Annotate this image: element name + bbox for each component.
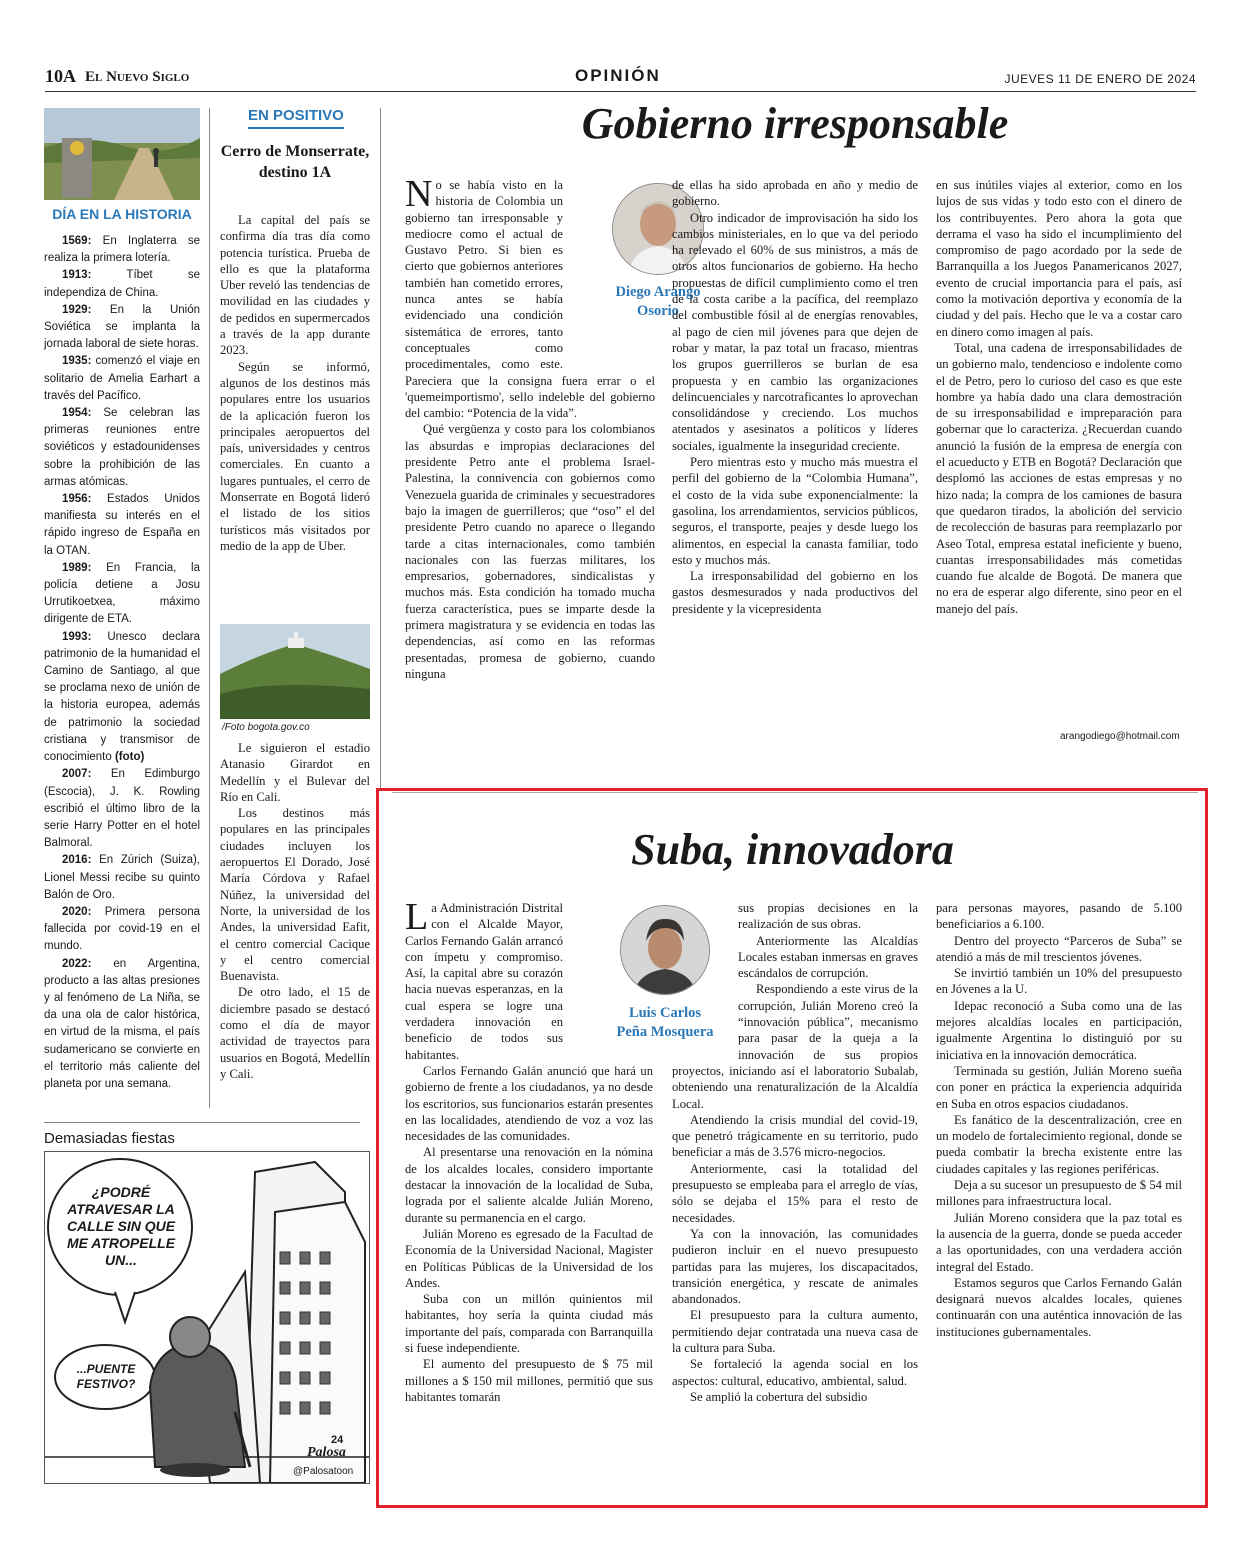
history-year: 1954: [62,407,92,420]
article2-column-3 [936,900,1182,1340]
cartoon-title: Demasiadas fiestas [44,1130,175,1147]
history-year: 1993: [62,630,92,643]
paragraph: Se amplió la cobertura del subsidio [690,1389,868,1404]
paragraph: Atendiendo la crisis mundial del covid-19, que penetró trágicamente en su territorio, pudo beneficiar a más de 3.576 micro-negocios. [672,1112,918,1160]
paragraph: La irresponsabilidad del gobierno en los gastos desmesurados y nada productivos del presidente y la vicepresidenta [672,569,918,616]
history-text: Unesco declara patrimonio de la humanidad el Camino de Santiago, al que se proclama nexo de unión de la historia europea, además de patrimonio la sociedad cristiana y transmisor de conocimiento [44,630,200,764]
history-photo-ref: (foto) [114,751,145,764]
positive-text-bottom [220,740,370,1082]
article-headline: Gobierno irresponsable [581,99,1009,148]
author-name: Diego Arango Osorio [615,284,701,319]
history-year: 2020: [62,905,92,918]
paragraph: Total, una cadena de irresponsabilidades de un gobierno malo, tendencioso e indolente como el de Petro, pero lo curioso del caso es que este hombre ya había dado una clara demostración de su irresponsabilidad e impreparación para gobernar que lo caracteriza. ¿Recuerdan cuando anunció la fusión de la empresa de energía con el acueducto y ETB en Bogotá? Declaración que desplomó las acciones de estas empresas y no hizo nada; la compra de los camiones de basura que quedaron tirados, la abolición del servicio de recolección de basuras para reemplazarlo por Aseo Total, empresa estatal ineficiente y bueno, cuantas irresponsabilidades más cometidas cuando fue alcalde de Bogotá. De manera que no era de esperar algo diferente, sino peor en el manejo del país. [936,340,1182,616]
paragraph: o se había visto en la historia de Colombia un gobierno tan irresponsable y mediocre como el actual de Gustavo Petro. Si bien es cierto que gobiernos anteriores también han cometido errores, nunca antes se había evidenciado una condición sistemática de errores, tanto conceptuales como procedimentales, como este. Pareciera que la consigna fuera errar o el 'quemeimportismo', sello indeleble del gobierno del cambio: “Potencia de la vida”. [405,178,655,421]
paragraph: Julián Moreno considera que la paz total es la ausencia de la guerra, donde se pueda acceder a las oportunidades, con una verdadera acción integral del Estado. [936,1210,1182,1274]
paragraph: Respondiendo a este virus de la corrupción, Julián Moreno creó la “innovación pública”, mecanismo para pasar de la queja a la innovación de sus propios proyectos, iniciando así el laboratorio Subalab, obteniendo una renaturalización de la Alcaldía Local. [672,982,918,1111]
section-title: OPINIÓN [575,66,661,85]
paragraph: Según se informó, algunos de los destinos más populares entre los usuarios de la aplicación fueron los principales aeropuertos del país, universidades y centros comerciales. En cuanto a lugares puntuales, el cerro de Monserrate en Bogotá lideró el listado de los sitios turísticos más visitados por medio de la app de Uber. [220,359,370,553]
author-name: Luis Carlos Peña Mosquera [616,1005,714,1040]
history-text: En Inglaterra se realiza la primera lotería. [44,235,200,265]
paragraph: Se invirtió también un 10% del presupuesto en Jóvenes a la U. [936,966,1182,997]
history-text: en Argentina, producto a las altas presiones y al fenómeno de La Niña, se da una ola de calor histórica, en virtud de la misma, el país sudamericano se convierte en el territorio más caliente del planeta por una semana. [44,957,200,1090]
history-event [44,560,200,629]
column-divider [209,108,210,1108]
history-event [44,405,200,491]
drop-cap: L [405,896,429,938]
paragraph: Anteriormente, casi la totalidad del presupuesto se empleaba para el arreglo de vías, sólo se dejaba el 15% para el resto de necesidades. [672,1161,918,1225]
paragraph: Idepac reconoció a Suba como una de las mejores alcaldías locales en participación, igualmente Argentina lo distinguió por su iniciativa en la innovación democrática. [936,998,1182,1062]
cartoon-signature: Palosa [307,1445,346,1460]
paragraph: Se fortaleció la agenda social en los aspectos: cultural, educativo, ambiental, salud. [672,1357,918,1388]
drop-cap: N [405,173,433,215]
paragraph: de ellas ha sido aprobada en año y medio de gobierno. [672,178,918,209]
history-title: DÍA EN LA HISTORIA [52,206,192,222]
author-email: arangodiego@hotmail.com [1060,731,1180,742]
cartoon-bubble-2: ...PUENTE FESTIVO? [76,1362,136,1391]
history-text: Tíbet se independiza de China. [44,269,200,299]
history-text: Se celebran las primeras reuniones entre soviéticos y estadounidenses sobre la prohibición de las armas atómicas. [44,407,200,488]
article2-column-2 [672,900,918,1405]
history-event [44,904,200,956]
newspaper-name: El Nuevo Siglo [85,69,190,85]
paragraph: para personas mayores, pasando de 5.100 beneficiarios a 6.100. [936,901,1182,932]
cartoon-number: 24 [331,1434,344,1446]
paragraph: Le siguieron el estadio Atanasio Girardot en Medellín y el Bulevar del Río en Cali. [220,741,370,804]
page-number: 10A [45,66,76,86]
paragraph: Dentro del proyecto “Parceros de Suba” se atendió a más de mil trescientos jóvenes. [936,933,1182,964]
history-year: 1569: [62,235,92,247]
paragraph: Pero mientras esto y mucho más muestra el perfil del gobierno de la “Colombia Humana”, el costo de la vida sube exponencialmente: la gasolina, los arrendamientos, servicios públicos, seguros, el transporte, peajes y desde luego los alimentos, en especial la canasta familiar, todo esto y muchos más. [672,455,918,567]
history-event [44,302,200,354]
issue-date: JUEVES 11 DE ENERO DE 2024 [1004,72,1196,86]
paragraph: Deja a su sucesor un presupuesto de $ 54 mil millones para infraestructura local. [936,1178,1182,1209]
paragraph: Anteriormente las Alcaldías Locales estaban inmersas en graves escándalos de corrupción. [738,933,918,981]
history-year: 1913: [62,269,92,282]
history-event [44,353,200,405]
paragraph: Otro indicador de improvisación ha sido los cambios ministeriales, en lo que va del periodo ha relevado el 60% de sus ministros, a más de otros altos funcionarios de gobierno. Ha hecho propuestas de difícil cumplimiento como el tren de la costa caribe a la pacífica, del reemplazo del combustible fósil al de energías renovables, al pago de cien mil jóvenes para que dejen de robar y matar, la paz total un fracaso, mientras los grupos guerrilleros se burlan de esa propuesta y en cambio las organizaciones delincuenciales y narcotraficantes lo aprovechan consolidándose y creciendo. Los muchos atentados y asesinatos a políticos y líderes sociales, igualmente la inseguridad creciente. [672,210,918,453]
article1-column-3 [936,177,1182,617]
history-year: 1956: [62,493,92,506]
history-event [44,267,200,301]
history-text: Primera persona fallecida por covid-19 en el mundo. [44,905,200,953]
paragraph: en sus inútiles viajes al exterior, como en los lujos de sus vidas y todo esto con el dinero de los contribuyentes. Pero ahora la gota que derrama el vaso ha sido el incumplimiento del compromiso de pago acordado por la sede de Barranquilla a los Juegos Panamericanos 2027, evento de crucial importancia para el país, así como la motivación deportiva y economía de la ciudad y del país. Hecho que le va a costar caro en dinero como imagen al país. [936,178,1182,339]
camino-santiago-photo [44,108,200,200]
paragraph: Ya con la innovación, las comunidades pudieron incluir en el nuevo presupuesto partidas para las mujeres, los discapacitados, transición energética, y rescate de animales abandonados. [672,1226,918,1307]
editorial-cartoon [44,1151,370,1484]
paragraph: Estamos seguros que Carlos Fernando Galán designará nuevos alcaldes locales, quienes continuarán con una auténtica innovación de las instituciones gubernamentales. [936,1275,1182,1339]
history-year: 1935: [62,355,92,368]
history-event [44,766,200,852]
history-year: 1929: [62,303,92,316]
history-year: 1989: [62,561,92,574]
photo-caption: /Foto bogota.gov.co [222,722,310,733]
paragraph: sus propias decisiones en la realización de sus obras. [738,901,918,932]
positive-tag: EN POSITIVO [248,107,344,129]
article1-column-1 [405,173,655,682]
history-text: Estados Unidos manifiesta su interés en el rápido ingreso de España en la OTAN. [44,493,200,557]
history-text: En Zúrich (Suiza), Lionel Messi recibe su quinto Balón de Oro. [44,854,200,901]
header-rule [45,91,1196,92]
paragraph: Suba con un millón quinientos mil habitantes, hoy sería la quinta ciudad más importante del país, comparada con Barranquilla si fuese independiente. [405,1292,653,1356]
paragraph: El aumento del presupuesto de $ 75 mil millones a $ 150 mil millones, permitió que sus habitantes tomarán [405,1357,653,1404]
history-event [44,629,200,767]
paragraph: Carlos Fernando Galán anunció que hará un gobierno de frente a los ciudadanos, ya no desde los escritorios, sus funcionarios estarán presentes en las localidades, atendiendo de voz a voz las necesidades de las comunidades. [405,1063,653,1144]
history-year: 2007: [62,768,92,781]
article2-column-1 [405,896,653,1405]
history-year: 2022: [62,957,92,970]
monserrate-photo [220,624,370,719]
history-text: comenzó el viaje en solitario de Amelia Earhart a través del Pacífico. [44,355,200,402]
positive-text-top [220,212,370,554]
paragraph: Terminada su gestión, Julián Moreno sueña con poner en práctica la experiencia adquirida en Suba en otros espacios ciudadanos. [936,1063,1182,1111]
history-event [44,233,200,267]
paragraph: a Administración Distrital con el Alcalde Mayor, Carlos Fernando Galán arrancó con ímpetu y compromiso. Así, la capital abre su corazón hacia nuevas esperanzas, en la cual espera se logre una verdadera innovación en beneficio de todos sus habitantes. [405,901,563,1062]
history-event [44,852,200,904]
paragraph: De otro lado, el 15 de diciembre pasado se destacó como el día de mayor actividad de trayectos para usuarios en Bogotá, Medellín y Cali. [220,985,370,1081]
positive-title: Cerro de Monserrate, destino 1A [220,143,370,181]
history-year: 2016: [62,854,92,867]
paragraph: La capital del país se confirma día tras día como potencia turística. Prueba de ello es que la plataforma Uber reveló las tendencias de movilidad en las ciudades y de pedidos en supermercados a través de la app durante 2023. [220,213,370,358]
cartoon-credit: @Palosatoon [293,1466,354,1477]
history-text: En Edimburgo (Escocia), J. K. Rowling escribió el último libro de la serie Harry Potter en el hotel Balmoral. [44,768,200,850]
paragraph: Al presentarse una renovación en la nómina de los alcaldes locales, considero importante destacar la innovación de la localidad de Suba, lograda por el saliente alcalde Julián Moreno, durante su permanencia en el cargo. [405,1145,653,1225]
column-divider [380,108,381,788]
section-divider [44,1122,360,1123]
paragraph: Es fanático de la descentralización, cree en un modelo de fortalecimiento regional, donde se pueda combatir la brecha existente entre las ciudades capitales y las regiones periféricas. [936,1112,1182,1176]
cartoon-bubble-1: ¿PODRÉ ATRAVESAR LA CALLE SIN QUE ME ATROPELLE UN... [66,1184,176,1268]
paragraph: Julián Moreno es egresado de la Facultad de Economía de la Universidad Nacional, Magister en Políticas Públicas de la Universidad de los Andes. [405,1226,653,1290]
history-list [44,233,200,1093]
paragraph: Qué vergüenza y costo para los colombianos las absurdas e impropias declaraciones del presidente Petro ante el problema Israel-Palestina, la connivencia con gobiernos como Venezuela guarida de criminales y secuestradores bajo la imagen de guerrilleros; que “oso” el del presidente Petro cuando no aparece o llegando tarde a citas internacionales, como también nacionales con las fuerzas militares, los empresarios, gobernadores, sindicalistas y muchos más. Esta condición ha tomado mucha fuerza característica, pues se imparte desde la primera magistratura y se evidencia en todas las dependencias, así como en las reformas presentadas, promesa de gobierno, cuando ninguna [405,422,655,681]
paragraph: El presupuesto para la cultura aumento, permitiendo dejar contratada una nueva casa de la cultura para Suba. [672,1308,918,1356]
history-event [44,956,200,1094]
history-event [44,491,200,560]
paragraph: Los destinos más populares en las principales ciudades incluyen los aeropuertos El Dorado, José María Córdova y Rafael Núñez, la universidad del Norte, la universidad de los Andes, la universidad Eafit, el centro comercial Cacique y el centro comercial Buenavista. [220,806,370,984]
history-text: En la Unión Soviética se implanta la jornada laboral de siete horas. [44,303,200,351]
article-headline: Suba, innovadora [631,825,954,874]
article1-column-2 [672,177,918,617]
history-text: En Francia, la policía detiene a Josu Urrutikoetxea, máximo dirigente de ETA. [44,561,200,626]
